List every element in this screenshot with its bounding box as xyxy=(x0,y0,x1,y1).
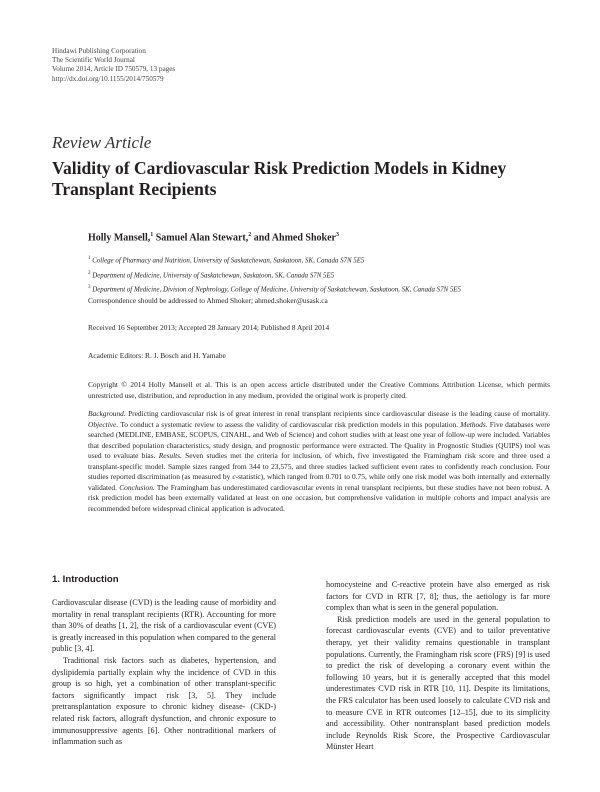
abstract xyxy=(88,409,550,514)
affiliation-item: $^1$ College of Pharmacy and Nutrition, University of Saskatchewan, Saskatoon, SK, Canada S7N 5E5 xyxy=(88,256,365,265)
affiliation-list xyxy=(88,253,461,297)
body-paragraph: Risk prediction models are used in the general population to forecast cardiovascular events (CVE) and to tailor preventative therapy, yet their validity remains questionable in transplant populations. Currently, the Framingham risk score (FRS) [9] is used to predict the risk of developing a coronary event within the following 10 years, but it is generally accepted that this model underestimates CVD risk in RTR [10, 11]. Despite its limitations, the FRS calculator has been used loosely to calculate CVD risk and to measure CVE in RTR outcomes [12–15], due to its simplicity and accessibility. Other nontransplant based prediction models include Reynolds Risk Score, the Prospective Cardiovascular Münster Heart xyxy=(326,614,550,752)
publisher-name: Hindawi Publishing Corporation xyxy=(52,47,146,55)
correspondence-line: Correspondence should be addressed to Ahmed Shoker; ahmed.shoker@usask.ca xyxy=(88,296,328,305)
author-name: Samuel Alan Stewart, xyxy=(153,232,249,244)
body-paragraph: Cardiovascular disease (CVD) is the leading cause of morbidity and mortality in renal transplant recipients (RTR). Accounting for more than 30% of deaths [1, 2], the risk of a cardiovascular event (CVE) is greatly increased in this population when compared to the general public [3, 4]. xyxy=(52,598,276,654)
author-name: Holly Mansell, xyxy=(88,232,151,244)
abstract-conclusion-label: Conclusion. xyxy=(119,482,155,492)
affiliation-item: $^2$ Department of Medicine, University of Saskatchewan, Saskatoon, SK, Canada S7N 5E5 xyxy=(88,270,335,279)
abstract-methods-label: Methods. xyxy=(460,419,488,429)
journal-masthead xyxy=(52,47,175,84)
abstract-objective-label: Objective. xyxy=(88,419,119,429)
author-affil-marker: 3 xyxy=(335,232,339,238)
abstract-results-label: Results. xyxy=(158,451,182,460)
body-paragraph: Traditional risk factors such as diabetes, hypertension, and dyslipidemia partially explain why the incidence of CVD in this group is so high, yet a combination of other transplant-specific factors significantly impact risk [3, 5]. They include pretransplantation exposure to chronic kidney disease- (CKD-) related risk factors, allograft dysfunction, and chronic exposure to immunosuppressive agents [6]. Other nontraditional markers of inflammation such as xyxy=(52,655,276,747)
abstract-objective: To conduct a systematic review to assess the validity of cardiovascular risk prediction models in this population. xyxy=(118,419,461,429)
article-title: Validity of Cardiovascular Risk Prediction Models in Kidney Transplant Recipients xyxy=(52,158,507,199)
abstract-results: Seven studies met the criteria for inclusion, of which, five investigated the Framingham risk score and three used a transplant-specific model. Sample sizes ranged from 344 to 23,575, and three studies lacked sufficient event rates to confidently reach conclusion. Four studies reported discrimination (as measured by xyxy=(88,451,550,481)
author-affil-marker: 1 xyxy=(150,232,154,238)
author-affil-marker: 2 xyxy=(248,232,252,238)
abstract-conclusion: The Framingham has underestimated cardiovascular events in renal transplant recipients, but these studies have not been robust. A risk prediction model has been externally validated at least on one occasion, but comprehensive validation in multiple cohorts and impact analysis are recommended before widespread clinical application is advocated. xyxy=(88,482,550,513)
copyright-notice: Copyright © 2014 Holly Mansell et al. This is an open access article distributed under the Creative Commons Attribution License, which permits unrestricted use, distribution, and reproduction in any medium, provided the original work is properly cited. xyxy=(88,380,550,400)
journal-name: The Scientific World Journal xyxy=(52,56,135,65)
abstract-results-tail: -statistic), which ranged from 0.701 to 0.75, while only one risk model was both internally and externally validated. xyxy=(88,472,550,492)
right-column xyxy=(326,579,550,753)
volume-info: Volume 2014, Article ID 750579, 13 pages xyxy=(52,65,176,74)
author-list xyxy=(88,232,339,243)
section-heading-introduction: 1. Introduction xyxy=(52,574,119,585)
body-paragraph: homocysteine and C-reactive protein have also emerged as risk factors for CVD in RTR [7, 8]; thus, the aetiology is far more complex than what is seen in the general population. xyxy=(326,580,550,613)
doi-link[interactable]: http://dx.doi.org/10.1155/2014/750579 xyxy=(52,74,164,83)
left-column xyxy=(52,574,276,748)
abstract-results-c: c xyxy=(232,472,236,481)
abstract-methods: Five databases were searched (MEDLINE, EMBASE, SCOPUS, CINAHL, and Web of Science) and cohort studies with at least one year of follow-up were included. Variables that described population characteristics, study design, and prognostic performance were extracted. The Quality in Prognostic Studies (QUIPS) tool was used to evaluate bias. xyxy=(88,419,551,460)
abstract-background-label: Background. xyxy=(88,409,126,418)
article-type: Review Article xyxy=(52,133,152,152)
author-name: and Ahmed Shoker xyxy=(251,232,336,244)
academic-editors: Academic Editors: R. J. Bosch and H. Yamabe xyxy=(88,351,226,360)
affiliation-item: $^3$ Department of Medicine, Division of Nephrology, College of Medicine, University of Saskatchewan, Saskatoon, SK, Canada S7N 5E5 xyxy=(88,285,461,294)
publication-dates: Received 16 September 2013; Accepted 28 January 2014; Published 8 April 2014 xyxy=(88,323,330,332)
abstract-background: Predicting cardiovascular risk is of great interest in renal transplant recipients since cardiovascular disease is the leading cause of mortality. xyxy=(125,409,550,418)
